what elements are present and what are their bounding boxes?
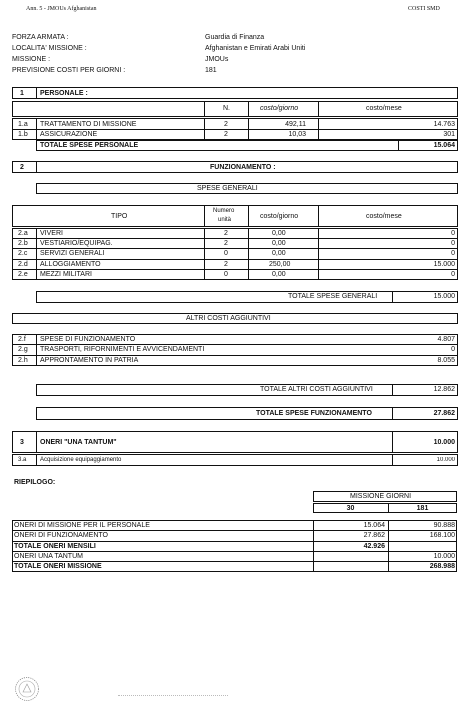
row-label: ONERI DI MISSIONE PER IL PERSONALE — [14, 522, 150, 529]
col-numero: Numero — [213, 208, 235, 214]
row-label: VIVERI — [40, 230, 63, 237]
row-code: 2.e — [18, 271, 28, 278]
row-label: TRATTAMENTO DI MISSIONE — [40, 121, 137, 128]
row-code: 2.g — [18, 346, 28, 353]
row-label: APPRONTAMENTO IN PATRIA — [40, 357, 139, 364]
row-b: 268.988 — [429, 563, 455, 570]
row-n: 0 — [224, 271, 228, 278]
tot-generali-value: 15.000 — [433, 293, 455, 300]
oneri-value: 10.000 — [433, 439, 455, 446]
riepilogo-col-title: MISSIONE GIORNI — [350, 493, 412, 500]
row-b: 168.100 — [429, 532, 455, 539]
info-label-missione: MISSIONE : — [12, 56, 51, 63]
personale-total-label: TOTALE SPESE PERSONALE — [40, 142, 139, 149]
personale-total-value: 15.064 — [433, 142, 455, 149]
tot-generali-label: TOTALE SPESE GENERALI — [288, 293, 378, 300]
row-giorno: 0,00 — [272, 250, 286, 257]
row-b: 10.000 — [433, 553, 455, 560]
oneri-title: ONERI "UNA TANTUM" — [40, 439, 117, 446]
personale-title: PERSONALE : — [40, 90, 88, 97]
personale-col-n: N. — [223, 105, 230, 112]
row-giorno: 492,11 — [285, 121, 306, 128]
row-value: 4.807 — [437, 336, 455, 343]
col-unita: unità — [218, 217, 232, 223]
row-label: TRASPORTI, RIFORNIMENTI E AVVICENDAMENTI — [40, 346, 205, 353]
row-label: ONERI UNA TANTUM — [14, 553, 83, 560]
row-value: 8.055 — [437, 357, 455, 364]
row-code: 2.b — [18, 240, 28, 247]
row-giorno: 0,00 — [272, 271, 286, 278]
info-label-forza: FORZA ARMATA : — [12, 34, 69, 41]
col-giorno: costo/giorno — [260, 213, 299, 220]
tot-altri-label: TOTALE ALTRI COSTI AGGIUNTIVI — [260, 386, 373, 393]
info-value-forza: Guardia di Finanza — [205, 34, 265, 41]
personale-col-giorno: costo/giorno — [260, 105, 299, 112]
row-mese: 301 — [443, 131, 455, 138]
row-n: 0 — [224, 250, 228, 257]
personale-num: 1 — [20, 90, 24, 97]
page-header-left: Ann. 5 - JMOUs Afghanistan — [26, 6, 97, 12]
oneri-sub-code: 3.a — [18, 457, 27, 463]
oneri-sub-value: 10.000 — [436, 457, 455, 463]
row-value: 0 — [451, 346, 455, 353]
row-giorno: 0,00 — [272, 240, 286, 247]
row-label: ONERI DI FUNZIONAMENTO — [14, 532, 108, 539]
row-giorno: 10,03 — [288, 131, 306, 138]
row-label: ASSICURAZIONE — [40, 131, 98, 138]
row-label: MEZZI MILITARI — [40, 271, 92, 278]
row-mese: 0 — [451, 240, 455, 247]
row-mese: 0 — [451, 230, 455, 237]
tot-funz-value: 27.862 — [433, 410, 455, 417]
spese-generali-title: SPESE GENERALI — [197, 185, 258, 192]
col-tipo: TIPO — [111, 213, 128, 220]
info-value-giorni: 181 — [205, 67, 217, 74]
row-a: 42.926 — [363, 543, 385, 550]
row-mese: 14.763 — [433, 121, 455, 128]
riepilogo-title: RIEPILOGO: — [14, 479, 56, 486]
row-label: SPESE DI FUNZIONAMENTO — [40, 336, 136, 343]
row-mese: 15.000 — [433, 261, 455, 268]
info-value-missione: JMOUs — [205, 56, 229, 63]
riepilogo-col-b: 181 — [416, 505, 429, 512]
row-label: ALLOGGIAMENTO — [40, 261, 101, 268]
row-code: 2.c — [18, 250, 28, 257]
row-a: 27.862 — [363, 532, 385, 539]
row-n: 2 — [224, 261, 228, 268]
page-header-right: COSTI SMD — [408, 6, 440, 12]
info-label-giorni: PREVISIONE COSTI PER GIORNI : — [12, 67, 126, 74]
riepilogo-col-a: 30 — [346, 505, 355, 512]
funzionamento-title: FUNZIONAMENTO : — [210, 164, 276, 171]
row-code: 2.a — [18, 230, 28, 237]
row-giorno: 250,00 — [269, 261, 291, 268]
info-value-localita: Afghanistan e Emirati Arabi Uniti — [205, 45, 306, 52]
row-n: 2 — [224, 131, 228, 138]
seal-icon — [14, 676, 40, 702]
personale-col-mese: costo/mese — [366, 105, 402, 112]
altri-costi-title: ALTRI COSTI AGGIUNTIVI — [186, 315, 271, 322]
row-giorno: 0,00 — [272, 230, 286, 237]
tot-altri-value: 12.862 — [433, 386, 455, 393]
row-code: 2.d — [18, 261, 28, 268]
info-label-localita: LOCALITA' MISSIONE : — [12, 45, 87, 52]
row-n: 2 — [224, 121, 228, 128]
signature-line — [118, 695, 228, 696]
row-label: SERVIZI GENERALI — [40, 250, 105, 257]
row-label: VESTIARIO/EQUIPAG. — [40, 240, 113, 247]
oneri-num: 3 — [20, 439, 24, 446]
row-a: 15.064 — [363, 522, 385, 529]
row-code: 2.h — [18, 357, 28, 364]
row-b: 90.888 — [433, 522, 455, 529]
row-code: 2.f — [18, 336, 26, 343]
col-mese: costo/mese — [366, 213, 402, 220]
row-n: 2 — [224, 230, 228, 237]
row-code: 1.a — [18, 121, 28, 128]
row-code: 1.b — [18, 131, 28, 138]
row-label: TOTALE ONERI MISSIONE — [14, 563, 102, 570]
row-n: 2 — [224, 240, 228, 247]
row-label: TOTALE ONERI MENSILI — [14, 543, 96, 550]
funzionamento-num: 2 — [20, 164, 24, 171]
row-mese: 0 — [451, 250, 455, 257]
oneri-sub-label: Acquisizione equipaggiamento — [40, 457, 122, 463]
tot-funz-label: TOTALE SPESE FUNZIONAMENTO — [256, 410, 372, 417]
row-mese: 0 — [451, 271, 455, 278]
